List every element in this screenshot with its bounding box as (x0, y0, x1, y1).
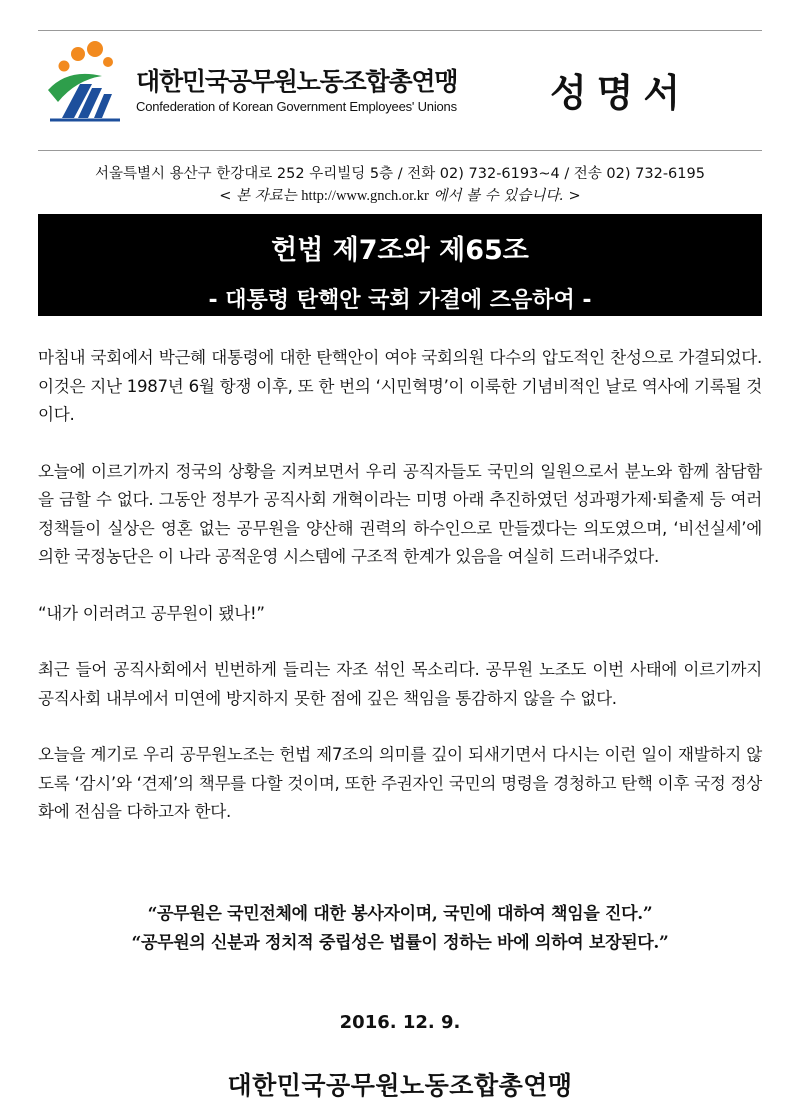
document-type-title: 성명서 (549, 71, 691, 115)
website-note-suffix: 에서 볼 수 있습니다. > (428, 188, 581, 204)
signature-org-name: 대한민국공무원노동조합총연맹 (227, 1071, 573, 1100)
body-paragraph: “내가 이러려고 공무원이 됐나!” (38, 603, 265, 623)
body-paragraph: 최근 들어 공직사회에서 빈번하게 들리는 자조 섞인 목소리다. 공무원 노조도 이번 사태에 이르기까지 공직사회 내부에서 미연에 방지하지 못한 점에 깊은 책임을 통감하지 않을 수 없다. (38, 660, 762, 708)
statement-date: 2016. 12. 9. (339, 1012, 461, 1033)
org-name-english: Confederation of Korean Government Employees' Unions (136, 99, 457, 114)
website-link[interactable]: http://www.gnch.or.kr (301, 188, 429, 204)
title-banner (38, 214, 762, 316)
statement-subtitle: - 대통령 탄핵안 국회 가결에 즈음하여 - (208, 288, 592, 313)
statement-body (38, 344, 762, 855)
contact-address: 서울특별시 용산구 한강대로 252 우리빌딩 5층 / 전화 02) 732-6193~4 / 전송 02) 732-6195 (95, 166, 705, 182)
quote-line: “공무원의 신분과 정치적 중립성은 법률이 정하는 바에 의하여 보장된다.” (131, 932, 669, 953)
website-note-prefix: < 본 자료는 (219, 188, 302, 204)
constitution-quotes (38, 900, 762, 957)
body-paragraph: 오늘을 계기로 우리 공무원노조는 헌법 제7조의 의미를 깊이 되새기면서 다시는 이런 일이 재발하지 않도록 ‘감시’와 ‘견제’의 책무를 다할 것이며, 또한 주권자인 국민의 명령을 경청하고 탄핵 이후 국정 정상화에 전심을 다하고자 한다. (38, 745, 762, 821)
website-note (38, 184, 762, 205)
header-rule (38, 150, 762, 151)
body-paragraph: 오늘에 이르기까지 정국의 상황을 지켜보면서 우리 공직자들도 국민의 일원으로서 분노와 함께 참담함을 금할 수 없다. 그동안 정부가 공직사회 개혁이라는 미명 아래 추진하였던 성과평가제·퇴출제 등 여러 정책들이 실상은 영혼 없는 공무원을 양산해 권력의 하수인으로 만들겠다는 의도였으며, ‘비선실세’에 의한 국정농단은 이 나라 공적운영 시스템에 구조적 한계가 있음을 여실히 드러내주었다. (38, 461, 762, 566)
quote-line: “공무원은 국민전체에 대한 봉사자이며, 국민에 대하여 책임을 진다.” (147, 904, 653, 924)
union-logo-icon (40, 40, 130, 125)
statement-title: 헌법 제7조와 제65조 (271, 235, 529, 266)
top-rule (38, 30, 762, 31)
body-paragraph: 마침내 국회에서 박근혜 대통령에 대한 탄핵안이 여야 국회의원 다수의 압도적인 찬성으로 가결되었다. 이것은 지난 1987년 6월 항쟁 이후, 또 한 번의 ‘시민혁명’이 이룩한 기념비적인 날로 역사에 기록될 것이다. (38, 348, 762, 424)
org-name-korean: 대한민국공무원노동조합총연맹 (136, 67, 458, 96)
